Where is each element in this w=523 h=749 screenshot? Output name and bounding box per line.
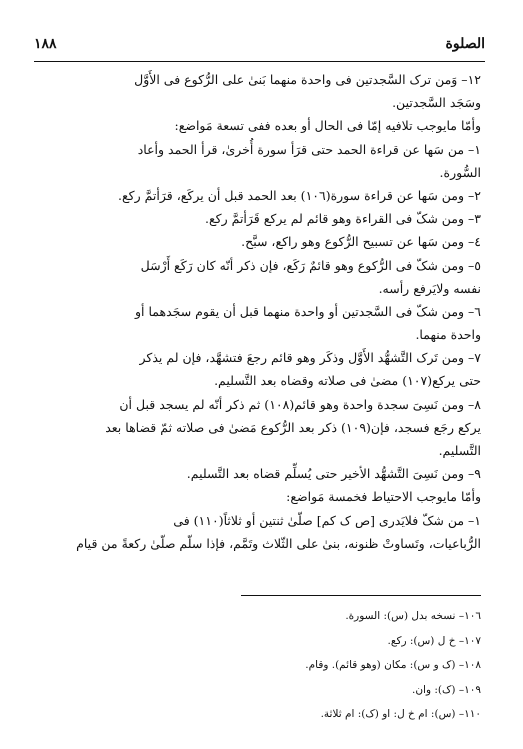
section-title: الصلوة — [445, 36, 485, 52]
text-line: السُّورة. — [439, 164, 481, 180]
text-line: ۱– من سَها عن قراءة الحمد حتی قرَأ سورة أُخریٰ، قرأ الحمد وأعاد — [137, 141, 481, 157]
text-line: نفسه ولایَرفع رأسه. — [378, 280, 481, 296]
text-line: حتی یرکع(۱۰۷) مضیٰ فی صلاته وقضاه بعد التَّسلیم. — [214, 373, 481, 389]
footnote: ۱۱۰– (س): ام خ ل: او (ک): ام ثلاثة. — [320, 708, 481, 720]
text-line: ۷– ومن تَرک التَّشهُّد الأَوَّل وذکَر وهو قائم رجعَ فتشهَّد، فإن لم یذکر — [139, 350, 481, 366]
text-line: ۳– ومن شکّ فی القراءة وهو قائم لم یرکع قَرَأتمَّ رکع. — [205, 211, 481, 227]
text-line: یرکع رجَع فسجد، فإن(۱۰۹) ذکر بعد الرُّکوع مَضیٰ فی صلاته ثمّ قضاها بعد — [105, 419, 481, 435]
text-line: وأمّا مایوجب تلافیه إمّا فی الحال أو بعده ففی تسعة مَواضع: — [174, 118, 481, 134]
text-line: الرُّباعیات، وتَساوتْ ظنونه، بنیٰ علی الثّلاث وتَمَّم، فإذا سلّم صلّیٰ رکعةً من قیام — [76, 535, 481, 551]
text-line: واحدة منهما. — [415, 327, 481, 343]
text-line: ٦– ومن شکّ فی السَّجدتین أو واحدة منهما قبل أن یقوم سجَدهما أو — [134, 303, 481, 319]
text-line: ۱– من شکّ فلایَدری [ص ک کم] صلّیٰ ثنتین أو ثلاثاً(۱۱۰) فی — [173, 512, 481, 528]
text-line: ٥– ومن شکّ فی الرُّکوع وهو قائمٌ رَکَع، فإن ذکر أنّه کان رَکَع أَرْسَل — [140, 257, 481, 273]
footnote: ۱۰۷– خ ل (س): رکع. — [387, 634, 481, 647]
footnote: ۱۰٦– نسخه بدل (س): السورة. — [345, 610, 481, 622]
text-line: ۲– ومن سَها عن قراءة سورة(۱۰٦) بعد الحمد قبل أن یرکَع، قرَأتمَّ رکع. — [118, 187, 481, 203]
header-divider — [34, 61, 485, 62]
text-line: التَّسلیم. — [438, 443, 481, 458]
footnotes — [60, 604, 481, 727]
text-line: ۸– ومن نَسِیَ سجدة واحدة وهو قائم(۱۰۸) ثم ذکر أنّه لم یسجد قبل أن — [119, 396, 481, 412]
text-line: وسَجَد السَّجدتین. — [392, 95, 481, 111]
page-header — [34, 34, 485, 60]
text-line: وأمّا مایوجب الاحتیاط فخمسة مَواضع: — [286, 489, 481, 505]
page-number: ۱۸۸ — [34, 36, 57, 52]
text-line: ۹– ومن نَسِیَ التَّشهُّد الأخیر حتی یُسلِّم قضاه بعد التَّسلیم. — [186, 466, 481, 482]
footnote: ۱۰۸– (ک و س): مکان (وهو قائم). وقام. — [305, 659, 481, 671]
text-line: ٤– ومن سَها عن تسبیح الرُّکوع وهو راکع، سبَّح. — [241, 234, 481, 250]
footnote-divider — [241, 595, 481, 596]
footnote: ۱۰۹– (ک): وان. — [411, 683, 481, 696]
text-line: ۱۲– وَمن ترک السَّجدتین فی واحدة منهما بَنیٰ علی الرُّکوع فی الأَوَّل — [134, 72, 481, 87]
main-text — [38, 68, 481, 555]
